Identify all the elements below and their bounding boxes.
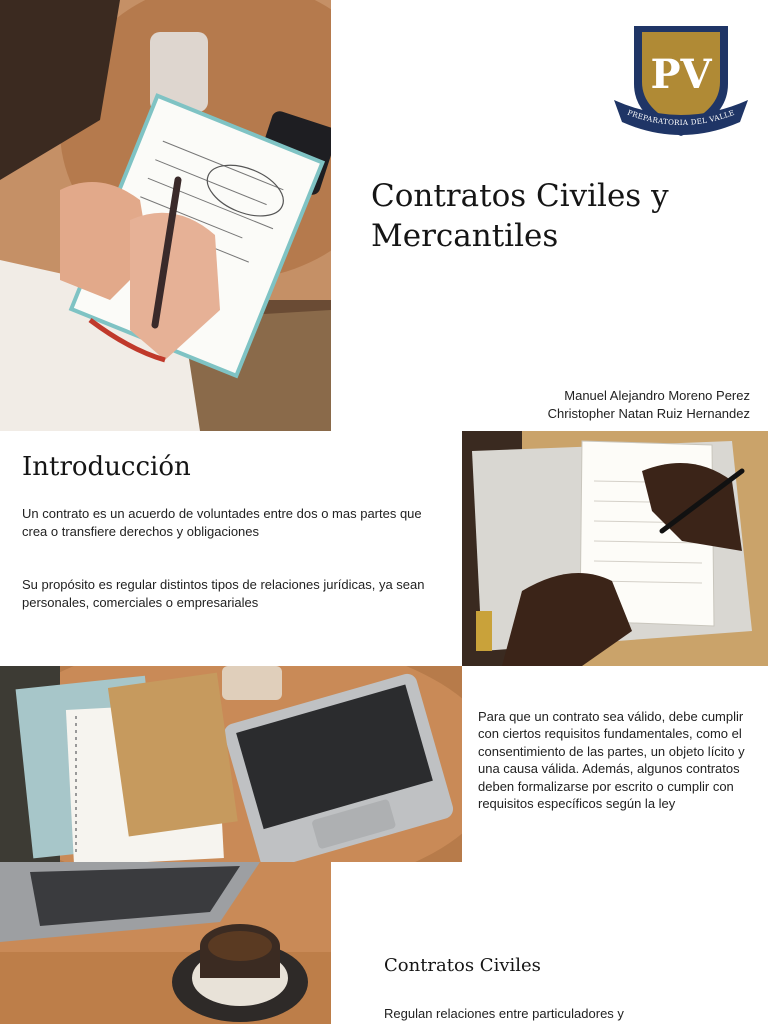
school-logo <box>612 22 750 144</box>
validity-paragraph: Para que un contrato sea válido, debe cumplir con ciertos requisitos fundamentales, como el consentimiento de las partes, un objeto lícito y una causa válida. Además, algunos contratos deben formalizarse por escrito o cumplir con requisitos específicos según la ley <box>478 709 745 812</box>
logo-banner-text: PREPARATORIA DEL VALLE <box>626 107 736 128</box>
photo-notebook-on-laptop <box>462 431 768 666</box>
photo-notebooks-and-laptop <box>0 666 462 862</box>
authors <box>548 387 750 423</box>
photo-coffee-cup <box>0 862 331 1024</box>
logo-monogram: PV <box>650 51 712 98</box>
introduction-paragraph-1: Un contrato es un acuerdo de voluntades entre dos o mas partes que crea o transfiere derechos y obligaciones <box>22 506 422 539</box>
introduction-heading: Introducción <box>22 452 191 482</box>
author-1: Manuel Alejandro Moreno Perez <box>564 388 750 403</box>
author-2: Christopher Natan Ruiz Hernandez <box>547 406 750 421</box>
introduction-paragraph-2: Su propósito es regular distintos tipos de relaciones jurídicas, ya sean personales, comerciales o empresariales <box>22 577 425 610</box>
photo-hand-writing-notebook <box>0 0 331 431</box>
civil-contracts-heading: Contratos Civiles <box>384 955 541 976</box>
civil-contracts-paragraph: Regulan relaciones entre particuladores y <box>384 1006 624 1021</box>
document-title: Contratos Civiles y Mercantiles <box>371 178 669 254</box>
